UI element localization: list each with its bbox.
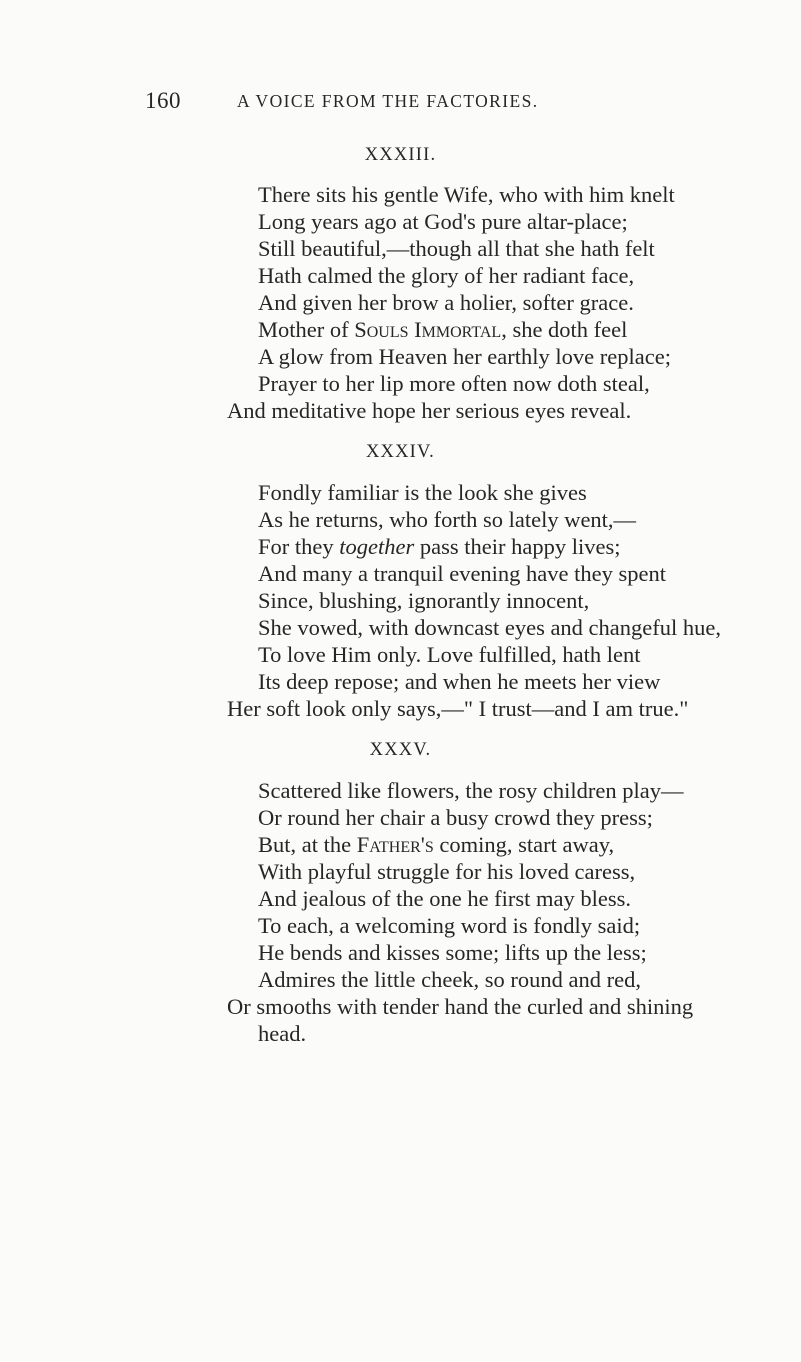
verse-line: To love Him only. Love fulfilled, hath lent	[258, 642, 641, 667]
verse-line: To each, a welcoming word is fondly said;	[258, 913, 641, 938]
verse-line: A glow from Heaven her earthly love replace;	[258, 344, 671, 369]
verse-line: She vowed, with downcast eyes and changeful hue,	[258, 615, 721, 640]
running-head: A VOICE FROM THE FACTORIES.	[237, 91, 539, 111]
verse-line: Her soft look only says,—" I trust—and I am true."	[227, 696, 689, 721]
verse-line: But, at the Father's coming, start away,	[258, 832, 615, 857]
verse-line: For they together pass their happy lives;	[258, 534, 621, 559]
verse-line: And jealous of the one he first may bless.	[258, 886, 632, 911]
verse-line: Its deep repose; and when he meets her view	[258, 669, 661, 694]
page-header	[0, 88, 801, 116]
page-number: 160	[145, 88, 181, 113]
small-caps-phrase: Souls Immortal	[354, 317, 502, 342]
verse-line: Scattered like flowers, the rosy children play—	[258, 778, 684, 803]
verse-line: There sits his gentle Wife, who with him knelt	[258, 182, 675, 207]
stanza-number: XXXV.	[369, 740, 432, 760]
verse-line: And meditative hope her serious eyes reveal.	[227, 398, 632, 423]
verse-line: Fondly familiar is the look she gives	[258, 480, 587, 505]
verse-line: Or smooths with tender hand the curled and shining	[227, 994, 694, 1019]
verse-line-continuation: head.	[258, 1021, 307, 1046]
emphasis: together	[339, 534, 415, 559]
verse-line: Since, blushing, ignorantly innocent,	[258, 588, 590, 613]
verse-line: Long years ago at God's pure altar-place;	[258, 209, 628, 234]
verse-line: Hath calmed the glory of her radiant face,	[258, 263, 635, 288]
verse-line: Prayer to her lip more often now doth steal,	[258, 371, 650, 396]
stanza-number: XXXIV.	[365, 442, 436, 462]
verse-line: Admires the little cheek, so round and red,	[258, 967, 642, 992]
verse-line: As he returns, who forth so lately went,—	[258, 507, 637, 532]
verse-line: With playful struggle for his loved caress,	[258, 859, 636, 884]
verse-line: Still beautiful,—though all that she hath felt	[258, 236, 655, 261]
verse-line: And given her brow a holier, softer grace.	[258, 290, 634, 315]
verse-line: Mother of Souls Immortal, she doth feel	[258, 317, 628, 342]
verse-line: And many a tranquil evening have they spent	[258, 561, 667, 586]
verse-line: Or round her chair a busy crowd they press;	[258, 805, 653, 830]
stanza-number: XXXIII.	[364, 145, 437, 165]
verse-line: He bends and kisses some; lifts up the less;	[258, 940, 647, 965]
small-caps-word: Father's	[356, 832, 434, 857]
